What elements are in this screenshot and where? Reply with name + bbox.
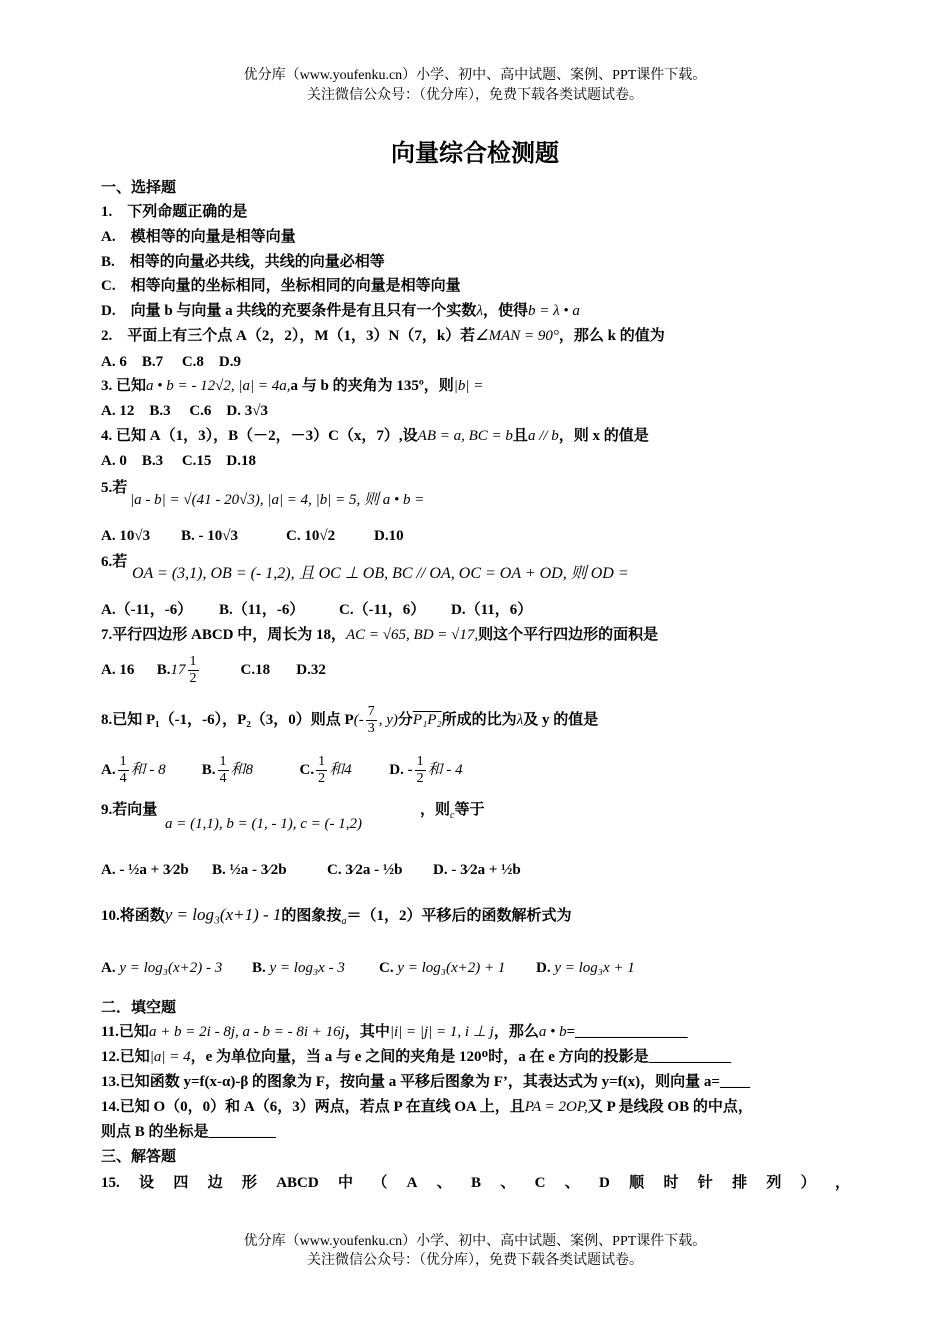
q8-p-y: , y) xyxy=(378,712,398,728)
q10-a-formula: y = log₃(x+2) - 3 xyxy=(119,960,223,976)
q8-post: 所成的比为 xyxy=(441,712,517,728)
q11-pre: 11.已知 xyxy=(101,1024,149,1040)
q10-pre: 10.将函数 xyxy=(101,908,165,924)
q8-b-den: 4 xyxy=(219,771,227,787)
q10-options xyxy=(101,958,850,978)
q8-p-den: 3 xyxy=(367,721,375,737)
q8-stem: 8.已知 P₁（-1，-6），P₂（3，0）则点 P(- $\frac{7}{3}$ , y)分P₁P₂所成的比为λ及 y 的值是 xyxy=(101,704,599,737)
q10-option-d: D. y = log₃x + 1 xyxy=(536,960,635,976)
q4-pre: 4. 已知 A（1，3），B（－2，－3）C（x，7）,设 xyxy=(101,428,418,444)
q8-option-d: D. - $\frac{1}{2}$ 和 - 4 xyxy=(389,754,463,787)
q4-options: A. 0 B.3 C.15 D.18 xyxy=(101,453,257,469)
q8-vector: P₁P₂ xyxy=(412,712,442,728)
q2-options: A. 6 B.7 C.8 D.9 xyxy=(101,354,242,370)
q15-stem xyxy=(101,1173,850,1193)
q7-b-num: 1 xyxy=(189,654,197,670)
q8-options xyxy=(101,752,850,788)
section-heading-answer: 三、解答题 xyxy=(101,1149,177,1165)
q9-var: c xyxy=(450,810,455,821)
q7-post: 则这个平行四边形的面积是 xyxy=(478,627,659,643)
q11-mid: ，其中 xyxy=(344,1024,390,1040)
q14-formula: PA = 2OP, xyxy=(524,1099,588,1115)
q14-post: 又 P 是线段 OB 的中点， xyxy=(587,1099,753,1115)
q9-stem-pre: 9.若向量 xyxy=(101,802,158,818)
q8-c-num: 1 xyxy=(318,754,326,770)
q1-option-d xyxy=(101,301,850,321)
q8-c-post: 和4 xyxy=(329,762,352,778)
q6-option-a: A.（-11，-6） xyxy=(101,602,193,618)
q1-option-c: C. 相等向量的坐标相同，坐标相同的向量是相等向量 xyxy=(101,278,461,294)
q15-char: 时 xyxy=(663,1175,679,1191)
q6-options xyxy=(101,600,850,620)
q15-char: 15. xyxy=(101,1175,120,1191)
q4-formula2: a // b xyxy=(527,428,559,444)
q10-mid: 的图象按 xyxy=(281,908,342,924)
q7-option-a: A. 16 xyxy=(101,662,135,678)
q15-char: C xyxy=(534,1175,546,1191)
q7-option-b xyxy=(157,652,237,688)
q15-char: A xyxy=(406,1175,418,1191)
q14-pre: 14.已知 O（0，0）和 A（6，3）两点，若点 P 在直线 OA 上，且 xyxy=(101,1099,525,1115)
q4-formula: AB = a, BC = b xyxy=(417,428,513,444)
q8-b-num: 1 xyxy=(219,754,227,770)
q1-stem: 1. 下列命题正确的是 xyxy=(101,204,248,220)
q9-option-d: D. - 3⁄2a + ½b xyxy=(433,862,521,878)
q8-d-num: 1 xyxy=(416,754,424,770)
q3-mid: a 与 b 的夹角为 135º，则 xyxy=(290,378,454,394)
q1-d-mid: ，使得 xyxy=(482,303,528,319)
q15-char: 针 xyxy=(697,1175,713,1191)
q10-d-formula: y = log₃x + 1 xyxy=(554,960,635,976)
q15-char: 形 xyxy=(241,1175,257,1191)
q7-options xyxy=(101,652,850,688)
q15-char: 列 xyxy=(766,1175,782,1191)
page-header-line2: 关注微信公众号：（优分库），免费下载各类试题试卷。 xyxy=(307,88,643,103)
q1-option-a: A. 模相等的向量是相等向量 xyxy=(101,229,296,245)
q5-formula xyxy=(130,490,850,510)
q3-options: A. 12 B.3 C.6 D. 3√3 xyxy=(101,403,268,419)
q4-post: ，则 x 的值是 xyxy=(558,428,649,444)
q1-d-pre: D. 向量 b 与向量 a 共线的充要条件是有且只有一个实数 xyxy=(101,303,477,319)
q8-d-post: 和 - 4 xyxy=(427,762,463,778)
q15-char: 、 xyxy=(436,1175,452,1191)
q8-pre: 8.已知 P₁（-1，-6），P₂（3，0）则点 P xyxy=(101,712,354,728)
q6-option-d: D.（11，6） xyxy=(451,602,533,618)
q3-formula: a • b = - 12√2, |a| = 4a, xyxy=(146,378,291,394)
q15-char: 、 xyxy=(500,1175,516,1191)
q7-b-fraction xyxy=(188,654,199,687)
q9-option-b: B. ½a - 3⁄2b xyxy=(212,862,287,878)
q7-option-d: D.32 xyxy=(296,662,326,678)
q8-p-fraction xyxy=(366,704,377,737)
q8-d-den: 2 xyxy=(416,771,424,787)
q8-option-b: B. $\frac{1}{4}$ 和8 xyxy=(201,754,254,787)
q15-char: 中 xyxy=(338,1175,354,1191)
q4-stem xyxy=(101,426,850,446)
q10-option-b: B. y = log₃x - 3 xyxy=(252,960,345,976)
q15-char: 排 xyxy=(732,1175,748,1191)
q7-b-int: 17 xyxy=(170,662,186,678)
q2-formula: ∠MAN = 90° xyxy=(475,328,559,344)
q11-blank: =_______________ xyxy=(566,1024,688,1040)
q9-stem-post xyxy=(420,800,850,826)
q3-pre: 3. 已知 xyxy=(101,378,147,394)
q7-stem xyxy=(101,625,850,645)
q8-a-num: 1 xyxy=(119,754,127,770)
q8-option-a: A. $\frac{1}{4}$ 和 - 8 xyxy=(101,754,166,787)
page-header-line1: 优分库（www.youfenku.cn）小学、初中、高中试题、案例、PPT课件下载。 xyxy=(243,68,707,83)
q15-char: B xyxy=(471,1175,482,1191)
q10-var: a xyxy=(341,916,347,927)
q8-b-post: 和8 xyxy=(230,762,254,778)
q5-option-a: A. 10√3 xyxy=(101,528,151,544)
q9-mid: ，则 xyxy=(420,802,451,818)
q6-option-b: B.（11，-6） xyxy=(219,602,305,618)
q11-formula2: |i| = |j| = 1, i ⊥ j xyxy=(389,1024,494,1040)
q15-char: 四 xyxy=(173,1175,189,1191)
q5-option-b: B. - 10√3 xyxy=(181,528,238,544)
q15-char: （ xyxy=(372,1175,388,1191)
q12-pre: 12.已知 xyxy=(101,1049,150,1065)
q11-stem xyxy=(101,1022,850,1042)
q11-post: ，那么 xyxy=(493,1024,539,1040)
q7-formula: AC = √65, BD = √17, xyxy=(346,627,479,643)
q15-char: 边 xyxy=(207,1175,223,1191)
q8-a-den: 4 xyxy=(119,771,127,787)
q8-c-den: 2 xyxy=(318,771,326,787)
q6-pre: 6.若 xyxy=(101,554,128,570)
q15-char: ） xyxy=(800,1175,816,1191)
q3-formula2: |b| = xyxy=(453,378,484,394)
q7-pre: 7.平行四边形 ABCD 中，周长为 18， xyxy=(101,627,347,643)
q1-d-formula: b = λ • a xyxy=(527,303,580,319)
q7-b-den: 2 xyxy=(189,671,197,687)
q10-formula: y = log₃(x+1) - 1 xyxy=(164,905,282,924)
q9-option-c: C. 3⁄2a - ½b xyxy=(327,862,403,878)
q10-post: ＝（1，2）平移后的函数解析式为 xyxy=(346,908,572,924)
q15-char: 顺 xyxy=(629,1175,645,1191)
q11-formula: a + b = 2i - 8j, a - b = - 8i + 16j xyxy=(148,1024,345,1040)
section-heading-choice: 一、选择题 xyxy=(101,180,177,196)
q10-option-c: C. y = log₃(x+2) + 1 xyxy=(379,960,506,976)
q4-mid: 且 xyxy=(512,428,528,444)
q13-stem: 13.已知函数 y=f(x-α)-β 的图象为 F，按向量 a 平移后图象为 F’，其表达式为 y=f(x)，则向量 a=____ xyxy=(101,1074,750,1090)
section-heading-fill: 二．填空题 xyxy=(101,1000,177,1016)
q5-formula-text: |a - b| = √(41 - 20√3), |a| = 4, |b| = 5, 则 a • b = xyxy=(130,492,425,508)
q10-stem xyxy=(101,905,850,932)
q7-option-c: C.18 xyxy=(240,662,271,678)
q10-option-a: A. y = log₃(x+2) - 3 xyxy=(101,960,223,976)
q6-option-c: C.（-11，6） xyxy=(339,602,426,618)
q2-post: ，那么 k 的值为 xyxy=(558,328,665,344)
q14-stem xyxy=(101,1097,850,1117)
q3-stem xyxy=(101,376,850,396)
q5-option-c: C. 10√2 xyxy=(286,528,336,544)
q5-options xyxy=(101,526,850,546)
page-footer-line1: 优分库（www.youfenku.cn）小学、初中、高中试题、案例、PPT课件下载。 xyxy=(243,1234,707,1249)
q1-d-lambda: λ xyxy=(476,303,483,319)
q9-post: 等于 xyxy=(454,802,485,818)
q10-b-formula: y = log₃x - 3 xyxy=(269,960,345,976)
q15-char: ABCD xyxy=(276,1175,319,1191)
q9-formula-text: a = (1,1), b = (1, - 1), c = (- 1,2) xyxy=(165,816,362,832)
q9-option-a: A. - ½a + 3⁄2b xyxy=(101,862,189,878)
q6-formula-text: OA = (3,1), OB = (- 1,2), 且 OC ⊥ OB, BC // OA, OC = OA + OD, 则 OD = xyxy=(132,565,629,582)
q8-p-num: 7 xyxy=(367,704,375,720)
q5-pre: 5.若 xyxy=(101,480,128,496)
q5-option-d: D.10 xyxy=(374,528,404,544)
q8-a-post: 和 - 8 xyxy=(130,762,166,778)
q6-formula xyxy=(132,564,850,584)
q2-stem xyxy=(101,326,850,346)
q8-post2: 及 y 的值是 xyxy=(523,712,599,728)
q9-options xyxy=(101,860,850,880)
q8-mid: 分 xyxy=(397,712,413,728)
q14-line2: 则点 B 的坐标是_________ xyxy=(101,1124,277,1140)
q15-char: 设 xyxy=(139,1175,155,1191)
page-footer-line2: 关注微信公众号：（优分库），免费下载各类试题试卷。 xyxy=(307,1253,643,1268)
q15-char: ， xyxy=(834,1175,850,1191)
q8-lambda: λ xyxy=(516,712,524,728)
q2-pre: 2. 平面上有三个点 A（2，2），M（1，3）N（7，k）若 xyxy=(101,328,476,344)
q8-option-c: C. $\frac{1}{2}$ 和4 xyxy=(299,754,352,787)
q1-option-b: B. 相等的向量必共线，共线的向量必相等 xyxy=(101,254,385,270)
q7-b-label: B. xyxy=(156,662,171,678)
q12-formula: |a| = 4 xyxy=(149,1049,191,1065)
q12-post: ，e 为单位向量，当 a 与 e 之间的夹角是 120ᴼ时，a 在 e 方向的投影是___________ xyxy=(190,1049,732,1065)
page-title: 向量综合检测题 xyxy=(391,141,559,167)
q15-char: D xyxy=(599,1175,610,1191)
q11-formula3: a • b xyxy=(538,1024,567,1040)
q15-char: 、 xyxy=(564,1175,580,1191)
q12-stem xyxy=(101,1047,850,1067)
q10-c-formula: y = log₃(x+2) + 1 xyxy=(397,960,506,976)
